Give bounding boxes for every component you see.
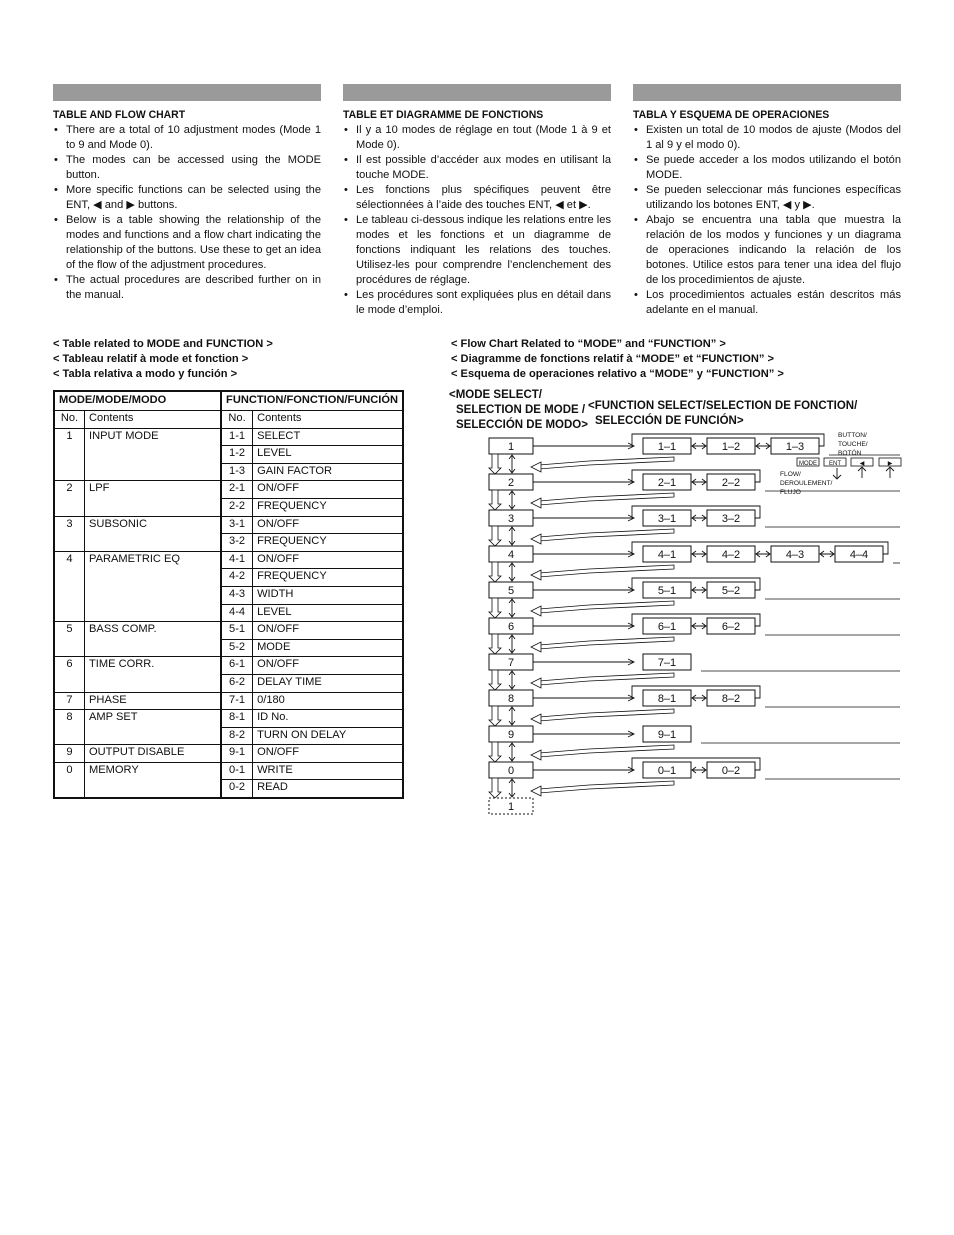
legend-button-label: BOTÓN [838, 450, 862, 457]
function-contents: ON/OFF [253, 657, 403, 675]
function-number: 9-1 [221, 745, 253, 763]
function-contents: 0/180 [253, 692, 403, 710]
return-arrowhead [531, 786, 541, 796]
function-contents-header: Contents [253, 411, 403, 429]
table-row [54, 780, 403, 798]
mode-contents-header: Contents [85, 411, 222, 429]
legend-button-label: TOUCHE/ [838, 441, 868, 448]
function-lr-arrow [692, 695, 706, 701]
function-contents: GAIN FACTOR [253, 463, 403, 481]
mode-label: 4 [507, 549, 515, 561]
function-label: 2–2 [721, 477, 741, 489]
mode-contents [85, 727, 222, 745]
function-number: 8-2 [221, 727, 253, 745]
function-select-label: SELECCIÓN DE FUNCIÓN> [595, 415, 744, 427]
mode-contents: PARAMETRIC EQ [85, 551, 222, 569]
mode-label: 7 [507, 657, 515, 669]
flow-chart [440, 380, 910, 820]
mode-label: 0 [507, 765, 515, 777]
mode-number [54, 639, 85, 657]
function-lr-arrow [692, 551, 706, 557]
flow-caption-fr: < Diagramme de fonctions relatif à “MODE” et “FUNCTION” > [451, 353, 775, 365]
mode-down-arrow [489, 454, 501, 474]
legend-flow-label: FLUJO [780, 489, 801, 496]
return-arrow [539, 637, 674, 649]
mode-contents [85, 604, 222, 622]
mode-to-function-arrow [533, 695, 634, 701]
function-contents: READ [257, 781, 288, 794]
function-label: 8–2 [721, 693, 741, 705]
function-label: 6–2 [721, 621, 741, 633]
function-number: 2-1 [221, 481, 253, 499]
table-row [54, 622, 403, 640]
legend-key-label: MODE [799, 461, 817, 467]
mode-number [54, 569, 85, 587]
table-caption-fr: < Tableau relatif à mode et fonction > [53, 353, 249, 365]
mode-to-function-arrow [533, 623, 634, 629]
mode-number [54, 727, 85, 745]
function-label: 8–1 [657, 693, 677, 705]
function-lr-arrow [820, 551, 834, 557]
mode-contents: TIME CORR. [85, 657, 222, 675]
table-row [54, 727, 403, 745]
mode-number: 7 [54, 692, 85, 710]
mode-down-arrow [489, 562, 501, 582]
mode-to-function-arrow [533, 515, 634, 521]
mode-to-function-arrow [533, 551, 634, 557]
bullet-list [343, 123, 611, 318]
table-row [54, 481, 403, 499]
bullet-item: • Les fonctions plus spécifiques peuvent être sélectionnées à l’aide des touches ENT, ◀ et ▶. [343, 183, 611, 213]
table-row [54, 498, 403, 516]
legend-flow-label: FLOW/ [780, 471, 801, 478]
mode-down-arrow [489, 742, 501, 762]
mode-updown-arrow [509, 743, 515, 761]
mode-number [54, 446, 85, 464]
table-row [54, 762, 403, 780]
mode-no-header: No. [54, 411, 85, 429]
mode-contents: SUBSONIC [85, 516, 222, 534]
mode-label: 1 [507, 801, 515, 813]
bullet-item: • The modes can be accessed using the MODE button. [53, 153, 321, 183]
table-row [54, 657, 403, 675]
function-number: 3-1 [221, 516, 253, 534]
bullet-item: • Abajo se encuentra una tabla que muestra la relación de los modos y funciones y un diagrama de operaciones indicando la relación de los botones. Utilice estos para tener una idea del flujo de los procedimientos de ajuste. [633, 213, 901, 288]
function-number: 7-1 [221, 692, 253, 710]
function-number: 6-1 [221, 657, 253, 675]
section-heading: TABLA Y ESQUEMA DE OPERACIONES [633, 109, 830, 121]
table-caption-es: < Tabla relativa a modo y función > [53, 368, 238, 380]
legend-button-label: BUTTON/ [838, 432, 867, 439]
mode-contents [85, 639, 222, 657]
mode-number [54, 498, 85, 516]
legend-arrow-up [858, 467, 866, 478]
bullet-list [53, 123, 321, 303]
mode-updown-arrow [509, 779, 515, 797]
bullet-item: • More specific functions can be selected using the ENT, ◀ and ▶ buttons. [53, 183, 321, 213]
function-label: 7–1 [657, 657, 677, 669]
function-contents: WIDTH [253, 586, 403, 604]
mode-number: 9 [54, 745, 85, 763]
mode-number [54, 586, 85, 604]
bullet-item: • Se pueden seleccionar más funciones específicas utilizando los botones ENT, ◀ y ▶. [633, 183, 901, 213]
mode-to-function-arrow [533, 767, 634, 773]
function-number: 4-3 [221, 586, 253, 604]
mode-contents [85, 569, 222, 587]
function-contents: ID No. [253, 710, 403, 728]
mode-contents [85, 463, 222, 481]
mode-number [54, 463, 85, 481]
bullet-item: • There are a total of 10 adjustment modes (Mode 1 to 9 and Mode 0). [53, 123, 321, 153]
function-lr-arrow [692, 767, 706, 773]
bullet-item: • Los procedimientos actuales están descritos más adelante en el manual. [633, 288, 901, 318]
mode-updown-arrow [509, 635, 515, 653]
mode-down-arrow [489, 598, 501, 618]
mode-contents [85, 446, 222, 464]
mode-updown-arrow [509, 671, 515, 689]
function-label: 1–2 [721, 441, 741, 453]
bullet-item: • Se puede acceder a los modos utilizando el botón MODE. [633, 153, 901, 183]
function-lr-arrow [692, 515, 706, 521]
column-spanish [633, 108, 901, 318]
mode-contents [85, 534, 222, 552]
mode-number [54, 604, 85, 622]
mode-select-label: <MODE SELECT/ [449, 389, 542, 401]
mode-updown-arrow [509, 707, 515, 725]
function-number: 3-2 [221, 534, 253, 552]
section-heading: TABLE AND FLOW CHART [53, 109, 186, 121]
mode-number: 3 [54, 516, 85, 534]
function-number: 1-1 [221, 428, 253, 446]
table-row [54, 745, 403, 763]
mode-contents: BASS COMP. [85, 622, 222, 640]
mode-function-table [53, 390, 404, 799]
mode-label: 1 [507, 441, 515, 453]
table-row [54, 551, 403, 569]
return-arrowhead [531, 498, 541, 508]
table-row [54, 463, 403, 481]
return-arrow [539, 529, 674, 541]
return-arrow [539, 781, 674, 793]
return-arrow [539, 493, 674, 505]
table-row [54, 569, 403, 587]
function-lr-arrow [692, 479, 706, 485]
function-label: 0–1 [657, 765, 677, 777]
mode-contents [85, 586, 222, 604]
mode-number [54, 674, 85, 692]
function-label: 5–1 [657, 585, 677, 597]
mode-contents: OUTPUT DISABLE [85, 745, 222, 763]
table-row [54, 604, 403, 622]
return-arrow [539, 457, 674, 469]
mode-number: 4 [54, 551, 85, 569]
mode-number: 6 [54, 657, 85, 675]
function-contents: MODE [253, 639, 403, 657]
mode-contents: AMP SET [85, 710, 222, 728]
bullet-item: • Les procédures sont expliquées plus en détail dans le mode d’emploi. [343, 288, 611, 318]
function-label: 9–1 [657, 729, 677, 741]
function-contents: SELECT [253, 428, 403, 446]
function-number: 5-2 [221, 639, 253, 657]
function-no-header: No. [221, 411, 253, 429]
legend-arrow-down [833, 468, 841, 479]
return-arrowhead [531, 606, 541, 616]
legend-arrow-up [886, 467, 894, 478]
function-contents: DELAY TIME [253, 674, 403, 692]
mode-down-arrow [489, 670, 501, 690]
mode-updown-arrow [509, 599, 515, 617]
mode-number: 5 [54, 622, 85, 640]
return-arrow [539, 601, 674, 613]
table-row [54, 428, 403, 446]
mode-number: 8 [54, 710, 85, 728]
function-label: 2–1 [657, 477, 677, 489]
function-label: 4–4 [849, 549, 869, 561]
mode-updown-arrow [509, 527, 515, 545]
mode-updown-arrow [509, 563, 515, 581]
table-row [54, 446, 403, 464]
return-arrowhead [531, 678, 541, 688]
bullet-item: • Il y a 10 modes de réglage en tout (Mode 1 à 9 et Mode 0). [343, 123, 611, 153]
function-number: 5-1 [221, 622, 253, 640]
flow-caption-es: < Esquema de operaciones relativo a “MODE” y “FUNCTION” > [451, 368, 784, 380]
header-bar-french [343, 84, 611, 101]
mode-down-arrow [489, 706, 501, 726]
function-number: 4-1 [221, 551, 253, 569]
function-select-label: <FUNCTION SELECT/SELECTION DE FONCTION/ [588, 400, 858, 412]
mode-header: MODE/MODE/MODO [54, 391, 221, 411]
function-contents: ON/OFF [253, 516, 403, 534]
legend-key-label: ◀ [859, 461, 865, 467]
bullet-item: • Existen un total de 10 modos de ajuste (Modos del 1 al 9 y el modo 0). [633, 123, 901, 153]
return-arrow [539, 565, 674, 577]
return-arrowhead [531, 570, 541, 580]
table-row [54, 692, 403, 710]
return-arrow [539, 709, 674, 721]
mode-label: 3 [507, 513, 515, 525]
mode-updown-arrow [509, 491, 515, 509]
return-arrowhead [531, 534, 541, 544]
mode-to-function-arrow [533, 731, 634, 737]
function-contents: FREQUENCY [253, 534, 403, 552]
function-label: 1–1 [657, 441, 677, 453]
function-number: 8-1 [221, 710, 253, 728]
function-contents: WRITE [253, 762, 403, 780]
function-contents: ON/OFF [253, 745, 403, 763]
bullet-item: • Il est possible d’accéder aux modes en utilisant la touche MODE. [343, 153, 611, 183]
function-lr-arrow [692, 623, 706, 629]
function-number: 2-2 [221, 498, 253, 516]
mode-contents: PHASE [85, 692, 222, 710]
table-caption-en: < Table related to MODE and FUNCTION > [53, 338, 273, 350]
mode-label: 8 [507, 693, 515, 705]
mode-down-arrow [489, 778, 501, 798]
function-number: 0-2 [221, 780, 253, 798]
mode-contents [85, 674, 222, 692]
function-label: 4–3 [785, 549, 805, 561]
function-number: 4-2 [221, 569, 253, 587]
function-contents: ON/OFF [253, 481, 403, 499]
bullet-list [633, 123, 901, 318]
function-contents: TURN ON DELAY [253, 727, 403, 745]
function-header: FUNCTION/FONCTION/FUNCIÓN [221, 391, 403, 411]
mode-number [54, 780, 85, 798]
mode-contents [85, 780, 222, 798]
return-arrowhead [531, 714, 541, 724]
function-label: 5–2 [721, 585, 741, 597]
legend-key-label: ENT [829, 461, 841, 467]
table-row [54, 534, 403, 552]
legend-flow-label: DEROULEMENT/ [780, 480, 833, 487]
mode-to-function-arrow [533, 587, 634, 593]
mode-label: 6 [507, 621, 515, 633]
mode-label: 2 [507, 477, 515, 489]
mode-select-label: SELECCIÓN DE MODO> [456, 419, 588, 431]
function-number: 1-3 [221, 463, 253, 481]
function-contents: ON/OFF [253, 622, 403, 640]
mode-number: 0 [54, 762, 85, 780]
mode-contents: MEMORY [85, 762, 222, 780]
return-arrowhead [531, 750, 541, 760]
mode-updown-arrow [509, 455, 515, 473]
function-label: 1–3 [785, 441, 805, 453]
column-english [53, 108, 321, 303]
function-contents: LEVEL [253, 604, 403, 622]
header-bar-english [53, 84, 321, 101]
mode-contents: INPUT MODE [85, 428, 222, 446]
mode-number: 2 [54, 481, 85, 499]
mode-down-arrow [489, 490, 501, 510]
mode-to-function-arrow [533, 659, 634, 665]
mode-down-arrow [489, 526, 501, 546]
function-contents: ON/OFF [253, 551, 403, 569]
mode-number [54, 534, 85, 552]
function-lr-arrow [692, 587, 706, 593]
mode-contents: LPF [85, 481, 222, 499]
function-lr-arrow [692, 443, 706, 449]
table-header-row [54, 391, 403, 411]
table-row [54, 674, 403, 692]
function-contents: FREQUENCY [253, 569, 403, 587]
function-number: 0-1 [221, 762, 253, 780]
function-contents: FREQUENCY [253, 498, 403, 516]
table-row [54, 639, 403, 657]
legend-key-label: ▶ [887, 461, 893, 467]
header-bar-spanish [633, 84, 901, 101]
function-label: 4–1 [657, 549, 677, 561]
mode-to-function-arrow [533, 479, 634, 485]
bullet-item: • Le tableau ci-dessous indique les relations entre les modes et les fonctions et un diagramme de fonctions indiquant les relations des touches. Utilisez-les pour comprendre l’enclenchement des procédures de réglage. [343, 213, 611, 288]
table-subheader-row [54, 411, 403, 429]
mode-to-function-arrow [533, 443, 634, 449]
section-heading: TABLE ET DIAGRAMME DE FONCTIONS [343, 109, 544, 121]
function-label: 3–2 [721, 513, 741, 525]
return-arrowhead [531, 462, 541, 472]
function-number: 1-2 [221, 446, 253, 464]
function-number: 6-2 [221, 674, 253, 692]
table-row [54, 516, 403, 534]
function-contents: LEVEL [253, 446, 403, 464]
table-row [54, 710, 403, 728]
return-arrow [539, 673, 674, 685]
return-arrow [539, 745, 674, 757]
table-row [54, 586, 403, 604]
bullet-item: • The actual procedures are described further on in the manual. [53, 273, 321, 303]
mode-contents [85, 498, 222, 516]
mode-select-label: SELECTION DE MODE / [456, 404, 586, 416]
function-label: 0–2 [721, 765, 741, 777]
function-lr-arrow [756, 443, 770, 449]
bullet-item: • Below is a table showing the relationship of the modes and functions and a flow chart indicating the relationship of the buttons. Use these to get an idea of the flow of the adjustment procedures. [53, 213, 321, 273]
function-label: 4–2 [721, 549, 741, 561]
function-lr-arrow [756, 551, 770, 557]
return-arrowhead [531, 642, 541, 652]
column-french [343, 108, 611, 318]
mode-label: 5 [507, 585, 515, 597]
function-label: 3–1 [657, 513, 677, 525]
mode-down-arrow [489, 634, 501, 654]
mode-number: 1 [54, 428, 85, 446]
function-number: 4-4 [221, 604, 253, 622]
function-label: 6–1 [657, 621, 677, 633]
mode-label: 9 [507, 729, 515, 741]
flow-caption-en: < Flow Chart Related to “MODE” and “FUNCTION” > [451, 338, 726, 350]
